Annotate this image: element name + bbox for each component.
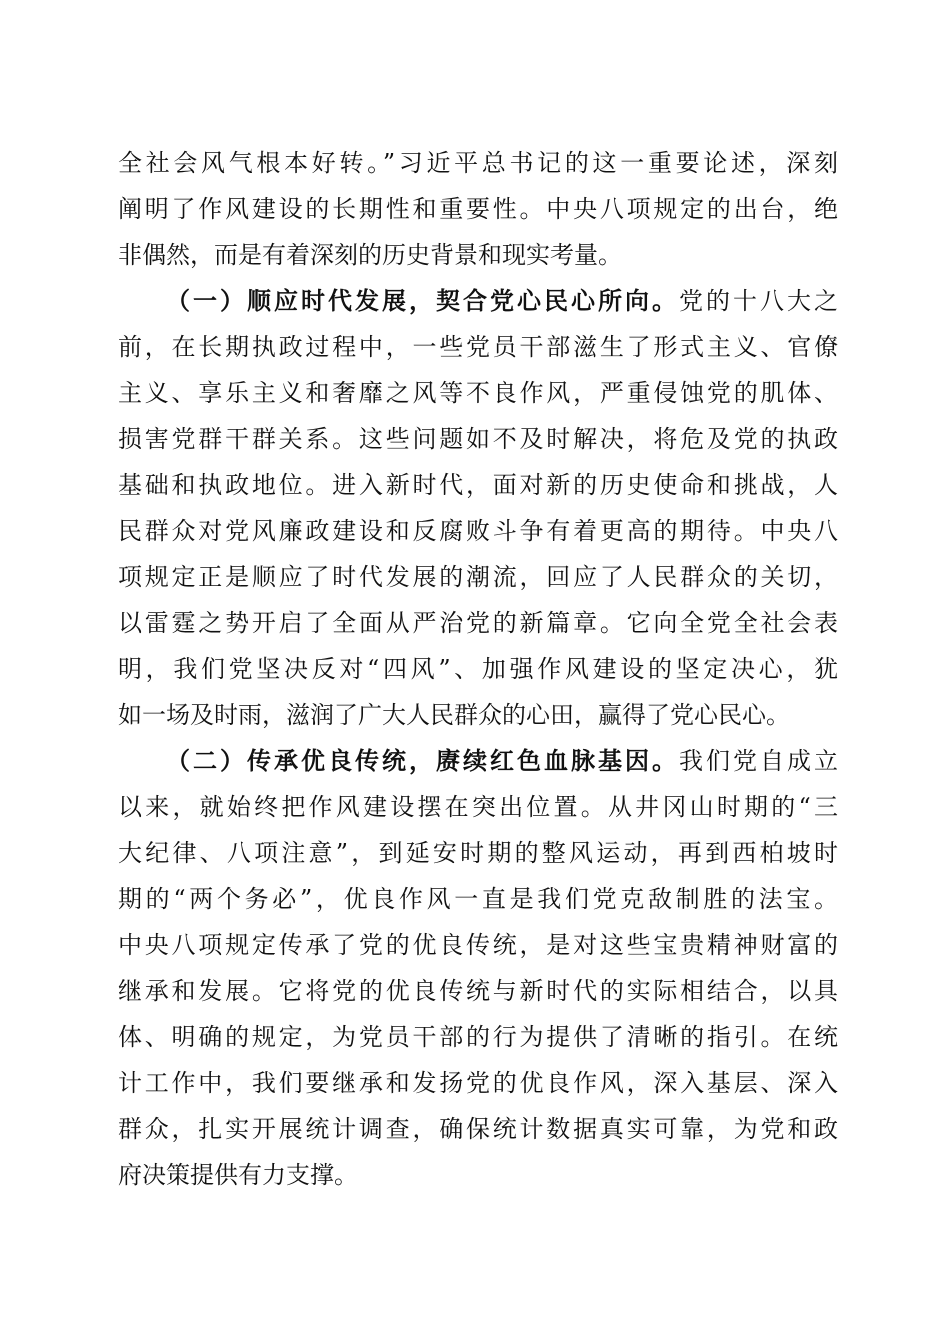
paragraph-text: 计工作中，我们要继承和发扬党的优良作风，深入基层、深入 (118, 1069, 838, 1097)
text-line (118, 600, 838, 646)
text-line (118, 416, 838, 462)
paragraph-text: 中央八项规定传承了党的优良传统，是对这些宝贵精神财富的 (118, 931, 838, 959)
paragraph-text: 前，在长期执政过程中，一些党员干部滋生了形式主义、官僚 (118, 333, 838, 361)
text-line (118, 186, 838, 232)
text-line (118, 140, 838, 186)
paragraph-text: 以雷霆之势开启了全面从严治党的新篇章。它向全党全社会表 (118, 609, 838, 637)
paragraph-text: 期的“两个务必”，优良作风一直是我们党克敌制胜的法宝。 (118, 885, 838, 913)
paragraph-text: 继承和发展。它将党的优良传统与新时代的实际相结合，以具 (118, 977, 838, 1005)
paragraph-text: 大纪律、八项注意”，到延安时期的整风运动，再到西柏坡时 (118, 839, 838, 867)
paragraph-text: 项规定正是顺应了时代发展的潮流，回应了人民群众的关切， (118, 563, 838, 591)
text-line (118, 232, 838, 278)
paragraph-text: 全社会风气根本好转。”习近平总书记的这一重要论述，深刻 (118, 149, 838, 177)
paragraph-text: 阐明了作风建设的长期性和重要性。中央八项规定的出台，绝 (118, 195, 838, 223)
paragraph-text: 主义、享乐主义和奢靡之风等不良作风，严重侵蚀党的肌体、 (118, 379, 838, 407)
text-line (118, 508, 838, 554)
paragraph-text: 我们党自成立 (679, 747, 838, 775)
text-line (118, 968, 838, 1014)
text-line (118, 370, 838, 416)
paragraph-text: 党的十八大之 (679, 287, 838, 315)
paragraph-text: 民群众对党风廉政建设和反腐败斗争有着更高的期待。中央八 (118, 517, 838, 545)
text-line (118, 784, 838, 830)
paragraph-text: 明，我们党坚决反对“四风”、加强作风建设的坚定决心，犹 (118, 655, 838, 683)
text-line (118, 1060, 838, 1106)
paragraph-text: 体、明确的规定，为党员干部的行为提供了清晰的指引。在统 (118, 1023, 838, 1051)
section-heading: （二）传承优良传统，赓续红色血脉基因。 (166, 746, 679, 775)
text-line (118, 922, 838, 968)
text-line (118, 1152, 838, 1198)
text-line (118, 738, 838, 784)
text-line (118, 1014, 838, 1060)
text-line (118, 278, 838, 324)
text-line (118, 1106, 838, 1152)
text-line (118, 876, 838, 922)
section-heading: （一）顺应时代发展，契合党心民心所向。 (166, 286, 679, 315)
text-line (118, 692, 838, 738)
document-body (118, 140, 838, 1198)
paragraph-text: 基础和执政地位。进入新时代，面对新的历史使命和挑战，人 (118, 471, 838, 499)
paragraph-text: 非偶然，而是有着深刻的历史背景和现实考量。 (118, 241, 622, 269)
text-line (118, 554, 838, 600)
text-line (118, 462, 838, 508)
text-line (118, 646, 838, 692)
paragraph-text: 损害党群干群关系。这些问题如不及时解决，将危及党的执政 (118, 425, 838, 453)
text-line (118, 830, 838, 876)
text-line (118, 324, 838, 370)
paragraph-text: 府决策提供有力支撑。 (118, 1161, 358, 1189)
paragraph-text: 以来，就始终把作风建设摆在突出位置。从井冈山时期的“三 (118, 793, 838, 821)
paragraph-text: 如一场及时雨，滋润了广大人民群众的心田，赢得了党心民心。 (118, 701, 790, 729)
paragraph-text: 群众，扎实开展统计调查，确保统计数据真实可靠，为党和政 (118, 1115, 838, 1143)
